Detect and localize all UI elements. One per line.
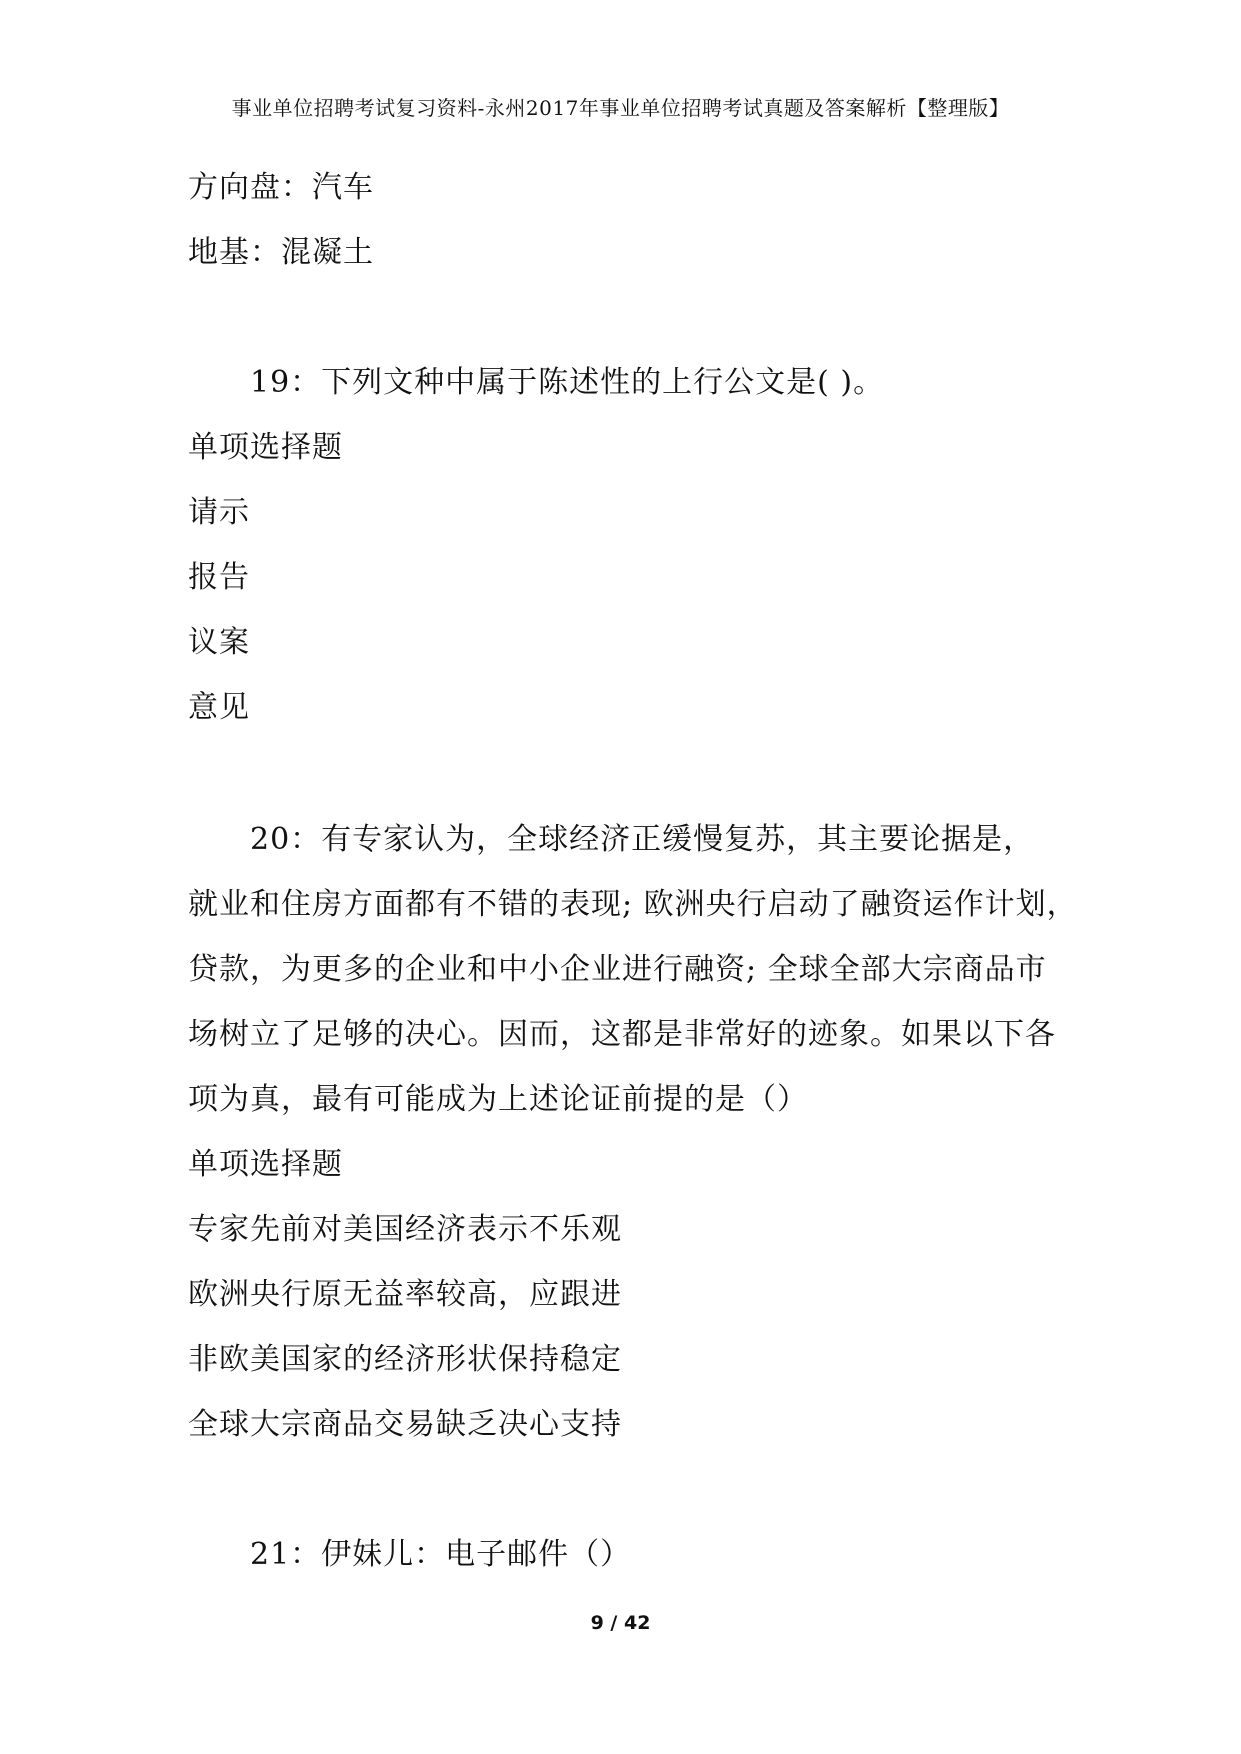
question-20-stem-line-5: 项为真，最有可能成为上述论证前提的是（） [188,1082,808,1117]
question-19-option-a: 请示 [188,495,250,530]
question-19-stem: 19：下列文种中属于陈述性的上行公文是( )。 [250,365,885,400]
page-header: 事业单位招聘考试复习资料-永州2017年事业单位招聘考试真题及答案解析【整理版】 [231,96,1010,120]
prev-question-option-d: 地基：混凝土 [188,235,374,270]
question-20-stem-line-2: 就业和住房方面都有不错的表现; 欧洲央行启动了融资运作计划， [188,887,1078,922]
question-21-stem: 21：伊妹儿：电子邮件（） [250,1537,632,1572]
question-20-type: 单项选择题 [188,1147,343,1182]
question-20-stem-line-3: 贷款，为更多的企业和中小企业进行融资; 全球全部大宗商品市 [188,952,1047,987]
question-19-type: 单项选择题 [188,430,343,465]
question-20-stem-line-1: 20：有专家认为，全球经济正缓慢复苏，其主要论据是， [250,822,1035,857]
question-20-stem-line-4: 场树立了足够的决心。因而，这都是非常好的迹象。如果以下各 [188,1017,1056,1052]
question-20-option-d: 全球大宗商品交易缺乏决心支持 [188,1407,622,1442]
question-20-option-a: 专家先前对美国经济表示不乐观 [188,1212,622,1247]
question-19-option-c: 议案 [188,625,250,660]
question-19-option-d: 意见 [188,690,250,725]
question-20-option-c: 非欧美国家的经济形状保持稳定 [188,1342,622,1377]
question-20-option-b: 欧洲央行原无益率较高，应跟进 [188,1277,622,1312]
question-19-option-b: 报告 [188,560,250,595]
page-number: 9 / 42 [590,1612,651,1634]
prev-question-option-c: 方向盘：汽车 [188,170,374,205]
